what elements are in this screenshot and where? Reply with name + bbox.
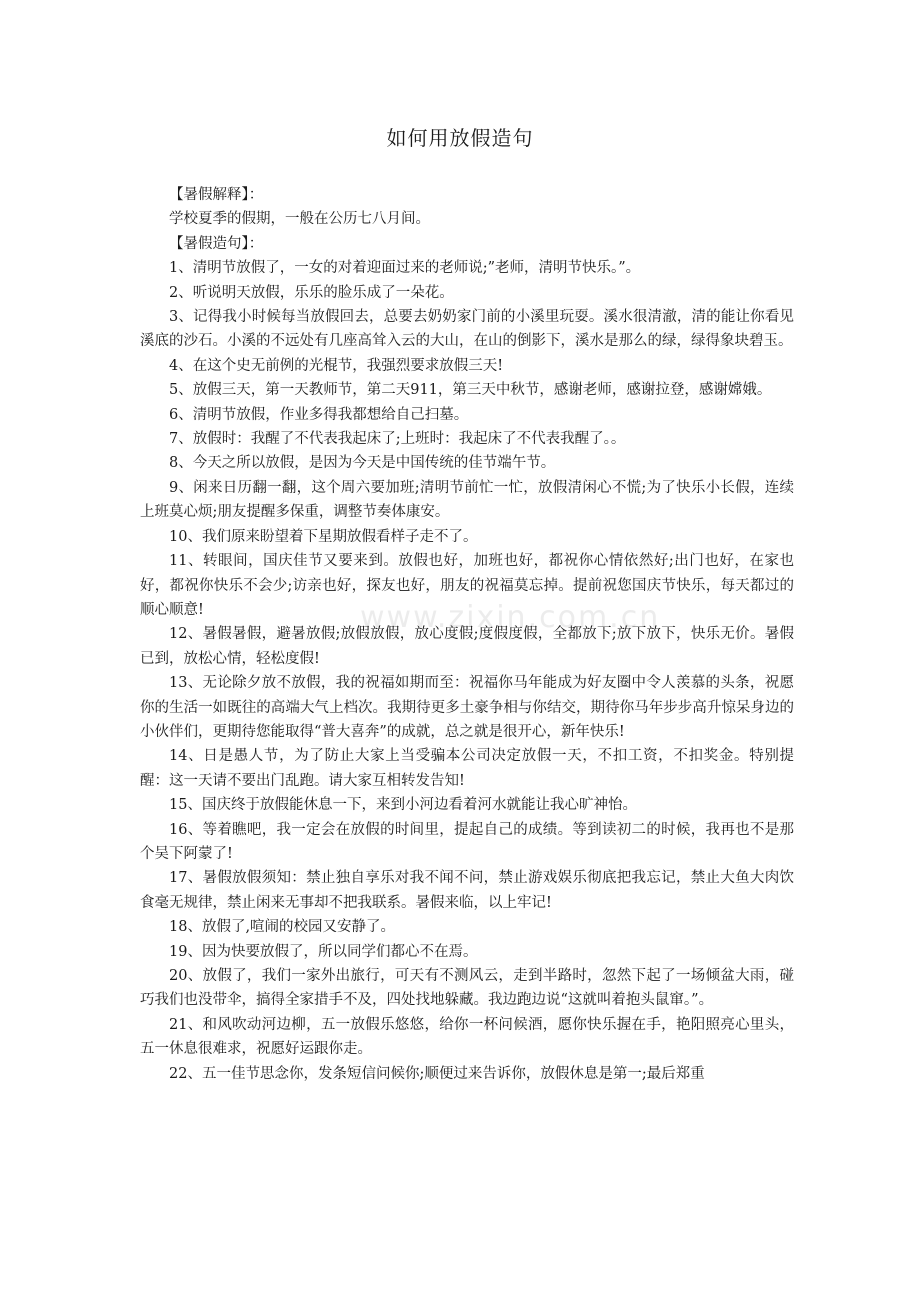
document-body — [140, 183, 794, 1086]
paragraph: 【暑假解释】： — [169, 187, 264, 203]
paragraph: 10、我们原来盼望着下星期放假看样子走不了。 — [169, 528, 478, 545]
paragraph: 6、清明节放假，作业多得我都想给自己扫墓。 — [169, 406, 469, 423]
paragraph: 14、日是愚人节，为了防止大家上当受骗本公司决定放假一天，不扣工资，不扣奖金。特别提醒：这一天请不要出门乱跑。请大家互相转发告知! — [140, 748, 794, 789]
paragraph: 15、国庆终于放假能休息一下，来到小河边看着河水就能让我心旷神怡。 — [169, 797, 637, 814]
paragraph: 【暑假造句】： — [169, 235, 264, 252]
paragraph: 13、无论除夕放不放假，我的祝福如期而至：祝福你马年能成为好友圈中令人羡慕的头条，祝愿你的生活一如既往的高端大气上档次。我期待更多土豪争相与你结交，期待你马年步步高升惊呆身边的小伙伴们，更期待您能取得“普大喜奔”的成就，总之就是很开心，新年快乐! — [140, 675, 794, 740]
paragraph: 21、和风吹动河边柳，五一放假乐悠悠，给你一杯问候酒，愿你快乐握在手，艳阳照亮心里头，五一休息很难求，祝愿好运跟你走。 — [140, 1016, 794, 1058]
paragraph: 18、放假了,喧闹的校园又安静了。 — [169, 919, 396, 936]
paragraph: 7、放假时：我醒了不代表我起床了;上班时：我起床了不代表我醒了。。 — [169, 431, 626, 448]
paragraph: 19、因为快要放假了，所以同学们都心不在焉。 — [169, 943, 478, 960]
paragraph: 20、放假了，我们一家外出旅行，可天有不测风云，走到半路时，忽然下起了一场倾盆大雨，碰巧我们也没带伞，搞得全家措手不及，四处找地躲藏。我边跑边说“这就叫着抱头鼠窜。”。 — [140, 968, 794, 1009]
paragraph: 3、记得我小时候每当放假回去，总要去奶奶家门前的小溪里玩耍。溪水很清澈，清的能让你看见溪底的沙石。小溪的不远处有几座高耸入云的大山，在山的倒影下，溪水是那么的绿，绿得象块碧玉。 — [140, 309, 794, 350]
paragraph: 9、闲来日历翻一翻，这个周六要加班;清明节前忙一忙，放假清闲心不慌;为了快乐小长假，连续上班莫心烦;朋友提醒多保重，调整节奏体康安。 — [140, 479, 794, 521]
paragraph: 学校夏季的假期，一般在公历七八月间。 — [169, 211, 430, 228]
paragraph: 17、暑假放假须知：禁止独自享乐对我不闻不问，禁止游戏娱乐彻底把我忘记，禁止大鱼大肉饮食毫无规律，禁止闲来无事却不把我联系。暑假来临，以上牢记! — [140, 870, 794, 911]
document-title: 如何用放假造句 — [386, 126, 534, 150]
paragraph: 8、今天之所以放假，是因为今天是中国传统的佳节端午节。 — [169, 455, 556, 472]
paragraph: 5、放假三天，第一天教师节，第二天911，第三天中秋节，感谢老师，感谢拉登，感谢嫦娥。 — [169, 382, 772, 399]
paragraph: 2、听说明天放假，乐乐的脸乐成了一朵花。 — [169, 284, 454, 301]
paragraph: 22、五一佳节思念你，发条短信问候你;顺便过来告诉你，放假休息是第一;最后郑重 — [169, 1065, 705, 1082]
watermark: www.zixin.com.cn — [360, 600, 661, 635]
paragraph: 12、暑假暑假，避暑放假;放假放假，放心度假;度假度假，全都放下;放下放下，快乐无价。暑假已到，放松心情，轻松度假! — [140, 626, 794, 667]
paragraph: 1、清明节放假了，一女的对着迎面过来的老师说;”老师，清明节快乐。”。 — [169, 260, 641, 277]
paragraph: 4、在这个史无前例的光棍节，我强烈要求放假三天! — [169, 357, 504, 374]
paragraph: 16、等着瞧吧，我一定会在放假的时间里，提起自己的成绩。等到读初二的时候，我再也不是那个吴下阿蒙了! — [140, 821, 794, 862]
paragraph: 11、转眼间，国庆佳节又要来到。放假也好，加班也好，都祝你心情依然好;出门也好，在家也好，都祝你快乐不会少;访亲也好，探友也好，朋友的祝福莫忘掉。提前祝您国庆节快乐，每天都过的顺心顺意! — [140, 553, 794, 618]
